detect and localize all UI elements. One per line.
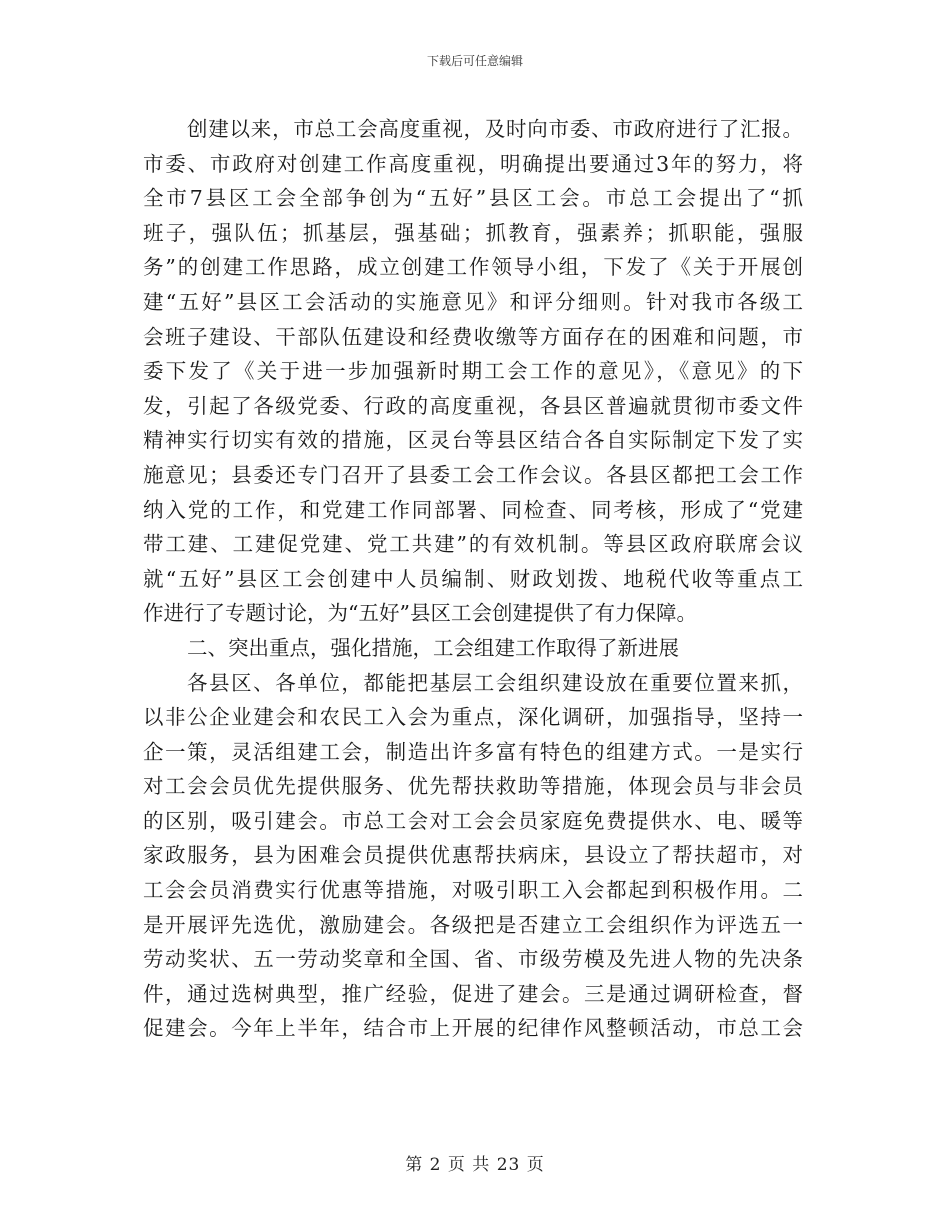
body-line: 工会会员消费实行优惠等措施，对吸引职工入会都起到积极作用。二 [143,878,803,903]
body-line: 务”的创建工作思路，成立创建工作领导小组，下发了《关于开展创 [143,255,803,280]
body-line: 发，引起了各级党委、行政的高度重视，各县区普遍就贯彻市委文件 [143,393,803,418]
body-line: 就“五好”县区工会创建中人员编制、财政划拨、地税代收等重点工 [143,566,803,591]
body-line: 各县区、各单位，都能把基层工会组织建设放在重要位置来抓， [187,670,803,695]
body-line: 的区别，吸引建会。市总工会对工会会员家庭免费提供水、电、暖等 [143,808,803,833]
body-line: 市委、市政府对创建工作高度重视，明确提出要通过3年的努力，将 [143,151,803,176]
body-line: 委下发了《关于进一步加强新时期工会工作的意见》，《意见》的下 [143,359,803,384]
page-footer: 第 2 页 共 23 页 [405,1155,545,1175]
body-line: 创建以来，市总工会高度重视，及时向市委、市政府进行了汇报。 [187,117,803,141]
body-line: 劳动奖状、五一劳动奖章和全国、省、市级劳模及先进人物的先决条 [143,947,803,972]
body-line: 精神实行切实有效的措施，区灵台等县区结合各自实际制定下发了实 [143,428,803,453]
body-line: 二、突出重点，强化措施，工会组建工作取得了新进展 [187,635,679,660]
body-line: 促建会。今年上半年，结合市上开展的纪律作风整顿活动，市总工会 [143,1016,803,1041]
document-body [143,112,803,1046]
body-line: 纳入党的工作，和党建工作同部署、同检查、同考核，形成了“党建 [143,497,803,522]
body-line: 件，通过选树典型，推广经验，促进了建会。三是通过调研检查，督 [143,981,803,1006]
body-line: 作进行了专题讨论，为“五好”县区工会创建提供了有力保障。 [143,601,697,626]
body-line: 以非公企业建会和农民工入会为重点，深化调研，加强指导，坚持一 [143,705,803,730]
page-header: 下载后可任意编辑 [426,54,523,68]
body-line: 带工建、工建促党建、党工共建”的有效机制。等县区政府联席会议 [143,532,803,557]
body-line: 企一策，灵活组建工会，制造出许多富有特色的组建方式。一是实行 [143,739,803,764]
body-line: 施意见；县委还专门召开了县委工会工作会议。各县区都把工会工作 [143,462,803,487]
body-line: 全市7县区工会全部争创为“五好”县区工会。市总工会提出了“抓 [143,186,803,211]
body-line: 班子，强队伍；抓基层，强基础；抓教育，强素养；抓职能，强服 [143,220,803,245]
body-line: 会班子建设、干部队伍建设和经费收缴等方面存在的困难和问题，市 [143,324,803,349]
body-line: 家政服务，县为困难会员提供优惠帮扶病床，县设立了帮扶超市，对 [143,843,803,868]
body-line: 是开展评先选优，激励建会。各级把是否建立工会组织作为评选五一 [143,912,803,937]
body-line: 建“五好”县区工会活动的实施意见》和评分细则。针对我市各级工 [143,289,803,314]
body-line: 对工会会员优先提供服务、优先帮扶救助等措施，体现会员与非会员 [143,774,803,799]
